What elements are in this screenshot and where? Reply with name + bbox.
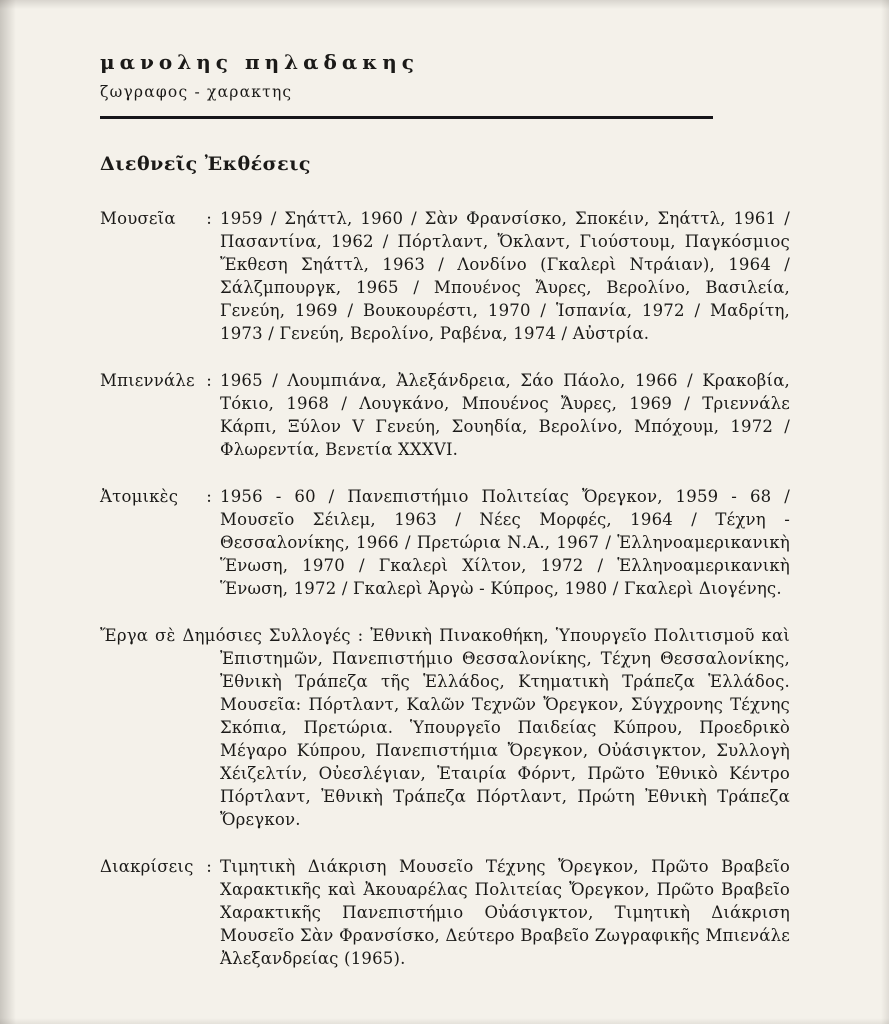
- entry-museums-label-cell: [100, 207, 212, 230]
- entry-museums: [100, 207, 790, 345]
- entry-label: Διακρίσεις: [100, 857, 194, 876]
- entry-colon: :: [206, 209, 212, 228]
- entry-colon: :: [206, 487, 212, 506]
- entry-label: Ἀτομικὲς: [100, 487, 179, 506]
- entry-solo-shows-text: 1956 - 60 / Πανεπιστήμιο Πολιτείας Ὄρεγκον, 1959 - 68 / Μουσεῖο Σέιλεμ, 1963 / Νέες Μορφές, 1964 / Τέχνη - Θεσσαλονίκης, 1966 / Πρετώρια Ν.Α., 1967 / Ἑλληνοαμερικανικὴ Ἕνωση, 1970 / Γκαλερὶ Χίλτον, 1972 / Ἑλληνοαμερικανικὴ Ἕνωση, 1972 / Γκαλερὶ Ἀργὼ - Κύπρος, 1980 / Γκαλερὶ Διογένης.: [220, 487, 790, 598]
- exhibitions-list: [100, 207, 790, 970]
- entry-label: Μουσεῖα: [100, 209, 176, 228]
- entry-biennale: [100, 369, 790, 461]
- entry-label: Μπιεννάλε: [100, 371, 195, 390]
- entry-museums-text: 1959 / Σηάττλ, 1960 / Σὰν Φρανσίσκο, Σποκέιν, Σηάττλ, 1961 / Πασαντίνα, 1962 / Πόρτλαντ, Ὄκλαντ, Γιούστουμ, Παγκόσμιος Ἔκθεση Σηάττλ, 1963 / Λονδίνο (Γκαλερὶ Ντράιαν), 1964 / Σάλζμπουργκ, 1965 / Μπουένος Ἄυρες, Βερολίνο, Βασιλεία, Γενεύη, 1969 / Βουκουρέστι, 1970 / Ἱσπανία, 1972 / Μαδρίτη, 1973 / Γενεύη, Βερολίνο, Ραβένα, 1974 / Αὐστρία.: [220, 209, 790, 343]
- entry-solo-shows: [100, 485, 790, 600]
- entry-colon: :: [206, 371, 212, 390]
- artist-subtitle: ζωγραφος - χαρακτης: [100, 83, 293, 101]
- header-divider: [100, 116, 713, 119]
- entry-biennale-text: 1965 / Λουμπιάνα, Ἀλεξάνδρεια, Σάο Πάολο, 1966 / Κρακοβία, Τόκιο, 1968 / Λουγκάνο, Μπουένος Ἄυρες, 1969 / Τριεννάλε Κάρπι, Ξύλον V Γενεύη, Σουηδία, Βερολίνο, Μπόχουμ, 1972 / Φλωρεντία, Βενετία XXXVI.: [220, 371, 790, 459]
- entry-biennale-label-cell: [100, 369, 212, 392]
- entry-awards: [100, 855, 790, 970]
- entry-awards-label-cell: [100, 855, 212, 878]
- entry-public-collections: [100, 624, 790, 831]
- entry-public-collections-lead: Ἔργα σὲ Δημόσιες Συλλογές :: [100, 626, 364, 645]
- page-content: [100, 50, 790, 994]
- entry-public-collections-text: Ἐθνικὴ Πινακοθήκη, Ὑπουργεῖο Πολιτισμοῦ καὶ Ἐπιστημῶν, Πανεπιστήμιο Θεσσαλονίκης, Τέχνη Θεσσαλονίκης, Ἐθνικὴ Τράπεζα τῆς Ἑλλάδος, Κτηματικὴ Τράπεζα Ἑλλάδος. Μουσεῖα: Πόρτλαντ, Καλῶν Τεχνῶν Ὄρεγκον, Σύγχρονης Τέχνης Σκόπια, Πρετώρια. Ὑπουργεῖο Παιδείας Κύπρου, Προεδρικὸ Μέγαρο Κύπρου, Πανεπιστήμια Ὄρεγκον, Οὐάσιγκτον, Συλλογὴ Χέιζελτίν, Οὐεσλέγιαν, Ἑταιρία Φόρντ, Πρῶτο Ἐθνικὸ Κέντρο Πόρτλαντ, Ἐθνικὴ Τράπεζα Πόρτλαντ, Πρώτη Ἐθνικὴ Τράπεζα Ὄρεγκον.: [220, 626, 791, 829]
- entry-solo-shows-label-cell: [100, 485, 212, 508]
- section-title: Διεθνεῖς Ἐκθέσεις: [100, 153, 311, 175]
- artist-name: μανολης πηλαδακης: [100, 50, 419, 74]
- entry-colon: :: [206, 857, 212, 876]
- entry-awards-text: Τιμητικὴ Διάκριση Μουσεῖο Τέχνης Ὄρεγκον, Πρῶτο Βραβεῖο Χαρακτικῆς καὶ Ἀκουαρέλας Πολιτείας Ὄρεγκον, Πρῶτο Βραβεῖο Χαρακτικῆς Πανεπιστήμιο Οὐάσιγκτον, Τιμητικὴ Διάκριση Μουσεῖο Σὰν Φρανσίσκο, Δεύτερο Βραβεῖο Ζωγραφικῆς Μπιενάλε Ἀλεξανδρείας (1965).: [220, 857, 790, 968]
